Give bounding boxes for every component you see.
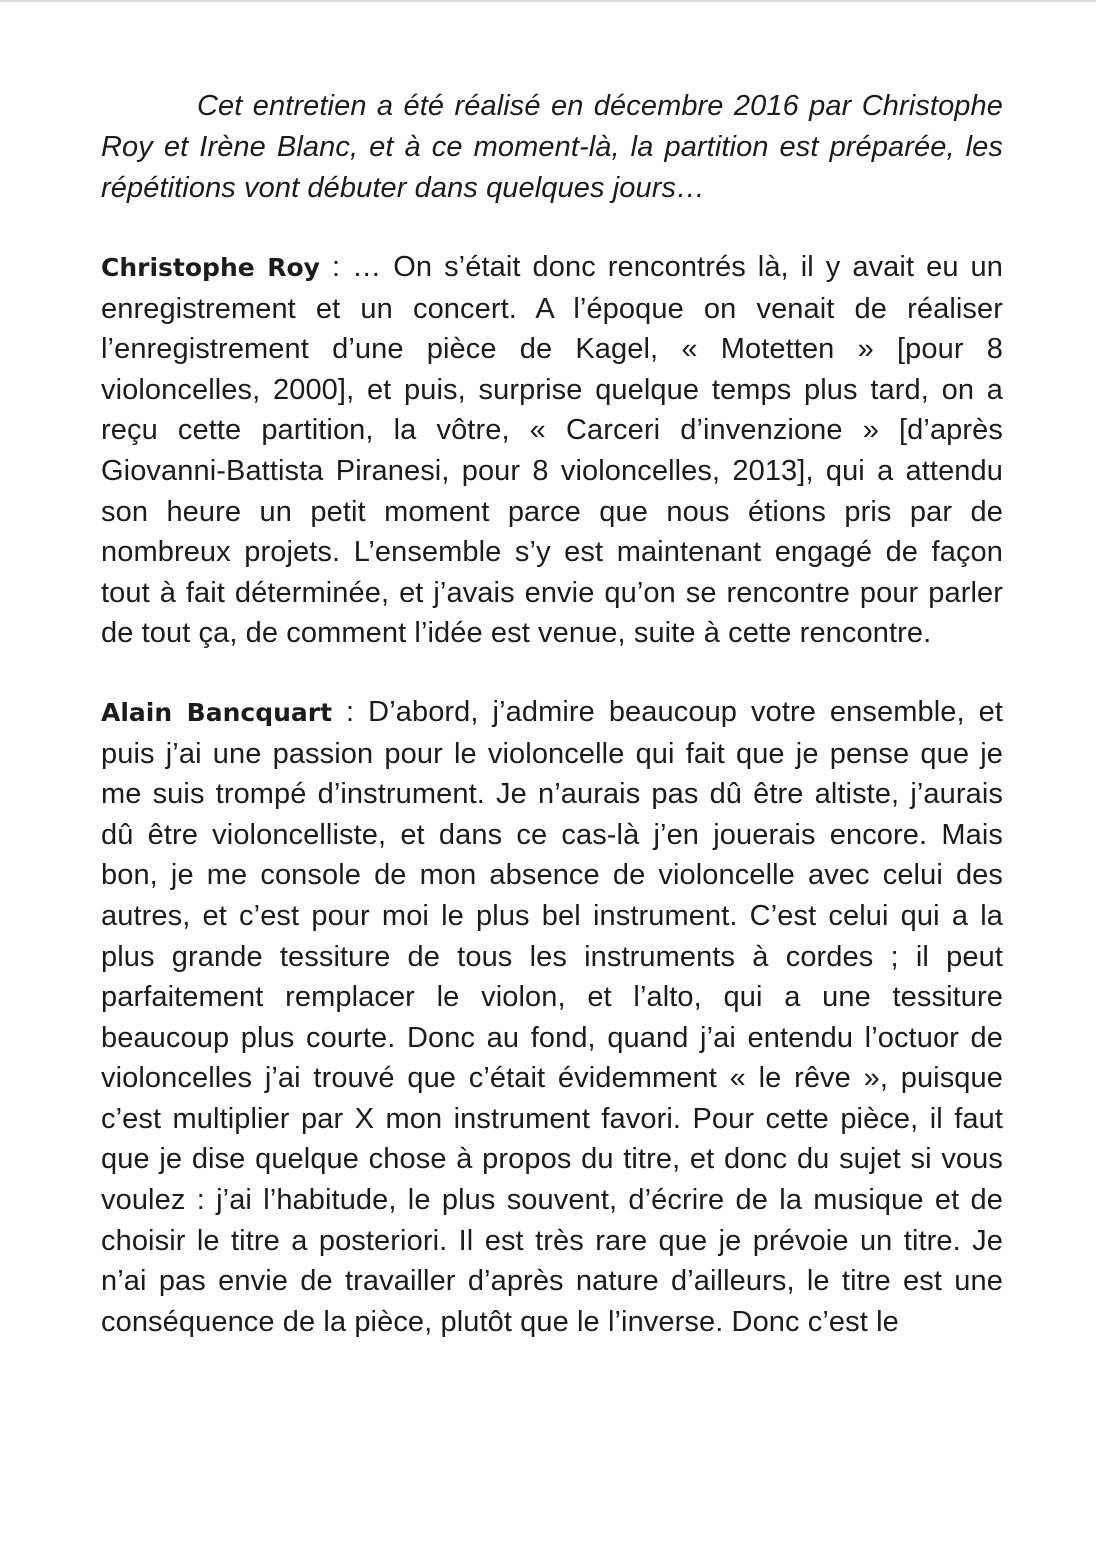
- document-page: [101, 86, 1003, 1342]
- speaker-separator: :: [319, 251, 353, 283]
- speaker-name: Alain Bancquart: [101, 697, 333, 727]
- top-border-line: [0, 0, 1096, 2]
- intro-paragraph: Cet entretien a été réalisé en décembre 2016 par Christophe Roy et Irène Blanc, et à ce moment-là, la partition est préparée, les répétitions vont débuter dans quelques jours…: [101, 90, 1003, 204]
- speaker-separator: :: [332, 695, 369, 728]
- paragraph-christophe-roy: [101, 247, 1003, 654]
- paragraph-text: … On s’était donc rencontrés là, il y avait eu un enregistrement et un concert. A l’époque on venait de réaliser l’enregistrement d’une pièce de Kagel, « Motetten » [pour 8 violoncelles, 2000], et puis, surprise quelque temps plus tard, on a reçu cette partition, la vôtre, « Carceri d’invenzione » [d’après Giovanni-Battista Piranesi, pour 8 violoncelles, 2013], qui a attendu son heure un petit moment parce que nous étions pris par de nombreux projets. L’ensemble s’y est maintenant engagé de façon tout à fait déterminée, et j’avais envie qu’on se rencontre pour parler de tout ça, de comment l’idée est venue, suite à cette rencontre.: [101, 251, 1003, 650]
- paragraph-alain-bancquart: [101, 692, 1003, 1343]
- paragraph-text: D’abord, j’admire beaucoup votre ensemble, et puis j’ai une passion pour le violoncelle qui fait que je pense que je me suis trompé d’instrument. Je n’aurais pas dû être altiste, j’aurais dû être violoncelliste, et dans ce cas-là j’en jouerais encore. Mais bon, je me console de mon absence de violoncelle avec celui des autres, et c’est pour moi le plus bel instrument. C’est celui qui a la plus grande tessiture de tous les instruments à cordes ; il peut parfaitement remplacer le violon, et l’alto, qui a une tessiture beaucoup plus courte. Donc au fond, quand j’ai entendu l’octuor de violoncelles j’ai trouvé que c’était évidemment « le rêve », puisque c’est multiplier par X mon instrument favori. Pour cette pièce, il faut que je dise quelque chose à propos du titre, et donc du sujet si vous voulez : j’ai l’habitude, le plus souvent, d’écrire de la musique et de choisir le titre a posteriori. Il est très rare que je prévoie un titre. Je n’ai pas envie de travailler d’après nature d’ailleurs, le titre est une conséquence de la pièce, plutôt que le l’inverse. Donc c’est le: [101, 695, 1003, 1338]
- speaker-name: Christophe Roy: [101, 253, 320, 282]
